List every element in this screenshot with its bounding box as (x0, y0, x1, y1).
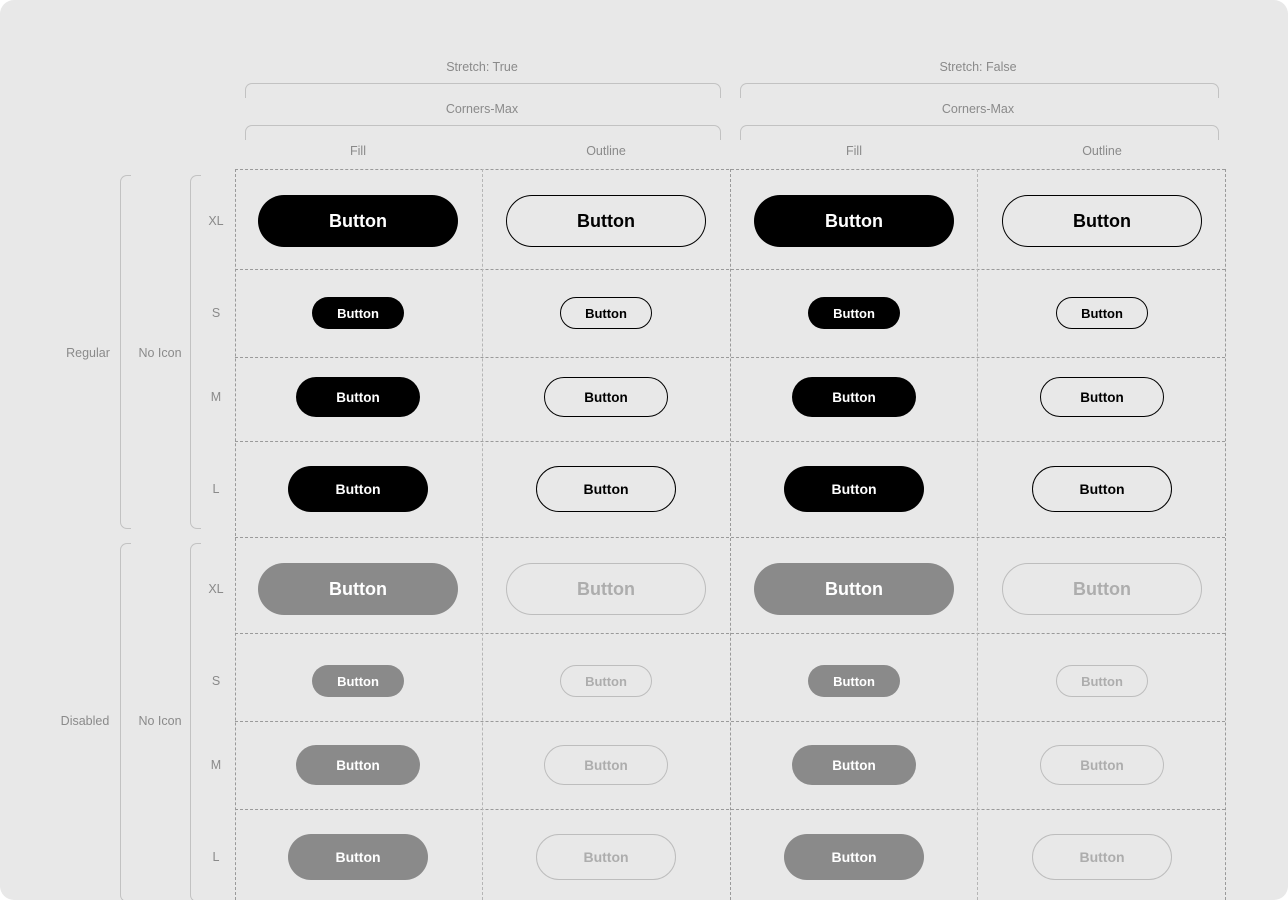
column-header-fill-2: Fill (846, 144, 862, 158)
size-label-l-regular: L (212, 482, 220, 496)
button-regular-s-outline-stretch-false[interactable]: Button (1056, 297, 1148, 329)
button-regular-l-outline-stretch-false[interactable]: Button (1032, 466, 1172, 512)
button-disabled-m-fill-stretch-true[interactable]: Button (296, 745, 420, 785)
button-disabled-s-outline-stretch-false[interactable]: Button (1056, 665, 1148, 697)
button-regular-m-outline-stretch-true[interactable]: Button (544, 377, 668, 417)
grid-line-v (977, 169, 978, 900)
size-label-s-regular: S (211, 306, 221, 320)
size-label-l-disabled: L (212, 850, 220, 864)
button-regular-m-outline-stretch-false[interactable]: Button (1040, 377, 1164, 417)
row-label-state-regular: Regular (66, 346, 110, 360)
header-stretch-true: Stretch: True (446, 60, 518, 74)
size-label-m-disabled: M (210, 758, 222, 772)
grid-line-v (235, 169, 236, 900)
header-corners-max-left: Corners-Max (445, 102, 519, 116)
bracket-corners-left (245, 125, 721, 140)
button-disabled-m-outline-stretch-false[interactable]: Button (1040, 745, 1164, 785)
button-regular-l-fill-stretch-false[interactable]: Button (784, 466, 924, 512)
bracket-stretch-true (245, 83, 721, 98)
button-disabled-l-outline-stretch-false[interactable]: Button (1032, 834, 1172, 880)
button-regular-xl-outline-stretch-true[interactable]: Button (506, 195, 706, 247)
button-disabled-xl-fill-stretch-true[interactable]: Button (258, 563, 458, 615)
button-regular-xl-outline-stretch-false[interactable]: Button (1002, 195, 1202, 247)
button-disabled-l-fill-stretch-false[interactable]: Button (784, 834, 924, 880)
grid-line-v (1225, 169, 1226, 900)
header-stretch-false: Stretch: False (939, 60, 1017, 74)
button-disabled-m-outline-stretch-true[interactable]: Button (544, 745, 668, 785)
button-regular-s-fill-stretch-false[interactable]: Button (808, 297, 900, 329)
button-regular-s-fill-stretch-true[interactable]: Button (312, 297, 404, 329)
row-label-icon-regular: No Icon (138, 346, 182, 360)
button-disabled-l-fill-stretch-true[interactable]: Button (288, 834, 428, 880)
button-disabled-m-fill-stretch-false[interactable]: Button (792, 745, 916, 785)
button-disabled-s-fill-stretch-false[interactable]: Button (808, 665, 900, 697)
size-label-m-regular: M (210, 390, 222, 404)
button-regular-l-outline-stretch-true[interactable]: Button (536, 466, 676, 512)
bracket-stretch-false (740, 83, 1219, 98)
button-disabled-l-outline-stretch-true[interactable]: Button (536, 834, 676, 880)
button-regular-xl-fill-stretch-false[interactable]: Button (754, 195, 954, 247)
row-label-state-disabled: Disabled (60, 714, 110, 728)
button-regular-m-fill-stretch-true[interactable]: Button (296, 377, 420, 417)
button-disabled-xl-fill-stretch-false[interactable]: Button (754, 563, 954, 615)
button-disabled-xl-outline-stretch-false[interactable]: Button (1002, 563, 1202, 615)
button-regular-m-fill-stretch-false[interactable]: Button (792, 377, 916, 417)
button-disabled-xl-outline-stretch-true[interactable]: Button (506, 563, 706, 615)
button-regular-s-outline-stretch-true[interactable]: Button (560, 297, 652, 329)
grid-line-v (730, 169, 731, 900)
button-disabled-s-outline-stretch-true[interactable]: Button (560, 665, 652, 697)
header-corners-max-right: Corners-Max (941, 102, 1015, 116)
button-disabled-s-fill-stretch-true[interactable]: Button (312, 665, 404, 697)
row-label-icon-disabled: No Icon (138, 714, 182, 728)
size-label-xl-disabled: XL (208, 582, 224, 596)
bracket-corners-right (740, 125, 1219, 140)
column-header-outline-1: Outline (586, 144, 626, 158)
column-header-outline-2: Outline (1082, 144, 1122, 158)
button-regular-l-fill-stretch-true[interactable]: Button (288, 466, 428, 512)
column-header-fill-1: Fill (350, 144, 366, 158)
grid-line-v (482, 169, 483, 900)
size-label-s-disabled: S (211, 674, 221, 688)
size-label-xl-regular: XL (208, 214, 224, 228)
button-regular-xl-fill-stretch-true[interactable]: Button (258, 195, 458, 247)
